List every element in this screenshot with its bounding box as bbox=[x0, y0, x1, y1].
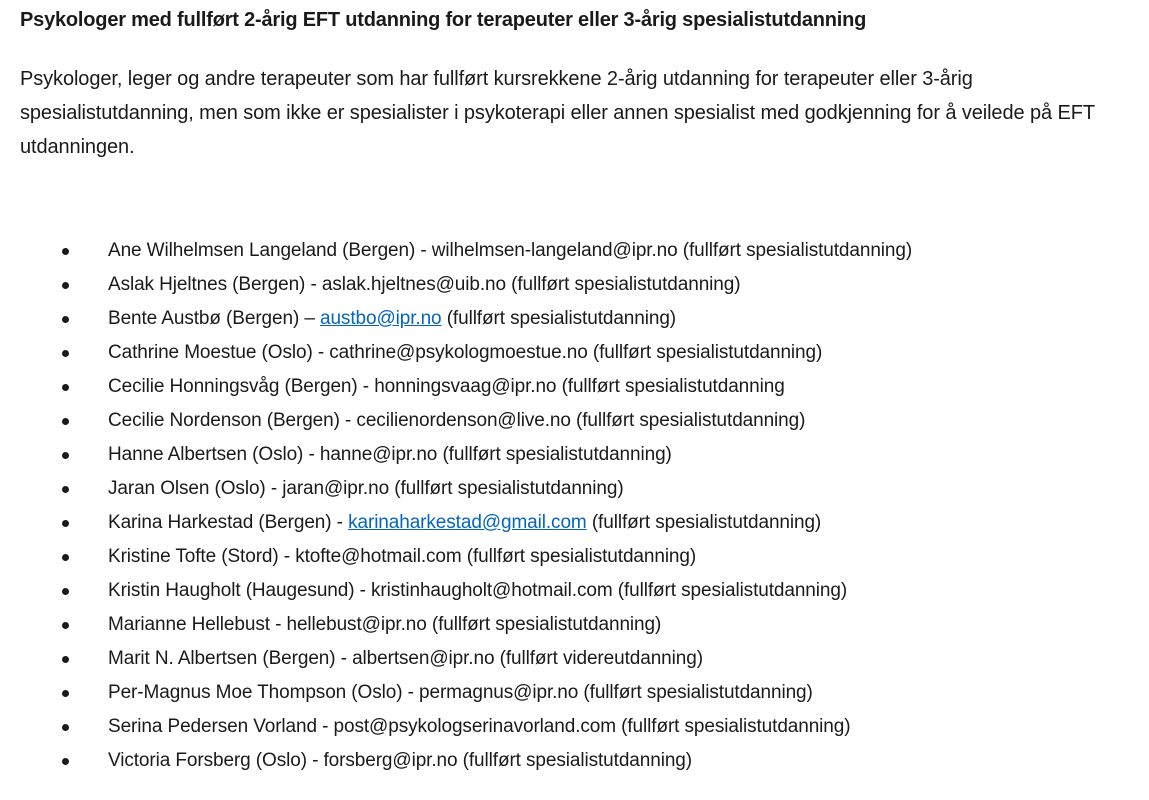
bullet-icon bbox=[62, 384, 69, 391]
entry-text: Karina Harkestad (Bergen) - bbox=[108, 512, 349, 533]
entry-text: Serina Pedersen Vorland - post@psykologserinavorland.com (fullført spesialistutdanning) bbox=[108, 716, 851, 737]
bullet-icon bbox=[62, 418, 69, 425]
list-item bbox=[20, 574, 1140, 608]
entry-text: Marit N. Albertsen (Bergen) - albertsen@ipr.no (fullført videreutdanning) bbox=[108, 648, 703, 669]
entry-status: (fullført spesialistutdanning) bbox=[586, 512, 822, 533]
entry-text: Jaran Olsen (Oslo) - jaran@ipr.no (fullført spesialistutdanning) bbox=[108, 478, 624, 499]
email-link[interactable]: karinaharkestad@gmail.com bbox=[348, 512, 587, 533]
list-item bbox=[20, 608, 1140, 642]
list-item bbox=[20, 370, 1140, 404]
bullet-icon bbox=[62, 316, 69, 323]
bullet-icon bbox=[62, 520, 69, 527]
entry-text: Cecilie Honningsvåg (Bergen) - honningsvaag@ipr.no (fullført spesialistutdanning bbox=[108, 376, 785, 397]
list-item bbox=[20, 540, 1140, 574]
entry-text: Cathrine Moestue (Oslo) - cathrine@psykologmoestue.no (fullført spesialistutdanning) bbox=[108, 342, 823, 363]
list-item bbox=[20, 710, 1140, 744]
entry-text: Marianne Hellebust - hellebust@ipr.no (fullført spesialistutdanning) bbox=[108, 614, 662, 635]
entry-text: Ane Wilhelmsen Langeland (Bergen) - wilhelmsen-langeland@ipr.no (fullført spesialistutdanning) bbox=[108, 240, 913, 261]
entry-text: Per-Magnus Moe Thompson (Oslo) - permagnus@ipr.no (fullført spesialistutdanning) bbox=[108, 682, 813, 703]
bullet-icon bbox=[62, 452, 69, 459]
entry-text: Kristin Haugholt (Haugesund) - kristinhaugholt@hotmail.com (fullført spesialistutdanning) bbox=[108, 580, 848, 601]
list-item bbox=[20, 676, 1140, 710]
bullet-icon bbox=[62, 690, 69, 697]
entry-text: Kristine Tofte (Stord) - ktofte@hotmail.com (fullført spesialistutdanning) bbox=[108, 546, 697, 567]
bullet-icon bbox=[62, 282, 69, 289]
list-item bbox=[20, 404, 1140, 438]
entry-text: Hanne Albertsen (Oslo) - hanne@ipr.no (fullført spesialistutdanning) bbox=[108, 444, 672, 465]
entry-text: Victoria Forsberg (Oslo) - forsberg@ipr.no (fullført spesialistutdanning) bbox=[108, 750, 692, 771]
list-item bbox=[20, 268, 1140, 302]
list-item bbox=[20, 472, 1140, 506]
bullet-icon bbox=[62, 622, 69, 629]
bullet-icon bbox=[62, 486, 69, 493]
list-item bbox=[20, 302, 1140, 336]
bullet-icon bbox=[62, 248, 69, 255]
bullet-icon bbox=[62, 554, 69, 561]
list-item bbox=[20, 506, 1140, 540]
page-title: Psykologer med fullført 2-årig EFT utdanning for terapeuter eller 3-årig spesialistutdanning bbox=[20, 9, 867, 31]
email-link[interactable]: austbo@ipr.no bbox=[320, 308, 442, 329]
entry-text: Aslak Hjeltnes (Bergen) - aslak.hjeltnes@uib.no (fullført spesialistutdanning) bbox=[108, 274, 741, 295]
list-item bbox=[20, 438, 1140, 472]
therapist-list bbox=[20, 234, 1140, 778]
bullet-icon bbox=[62, 588, 69, 595]
bullet-icon bbox=[62, 656, 69, 663]
entry-text: Bente Austbø (Bergen) – bbox=[108, 308, 320, 329]
document bbox=[20, 6, 1140, 778]
entry-status: (fullført spesialistutdanning) bbox=[441, 308, 677, 329]
list-item bbox=[20, 642, 1140, 676]
intro-paragraph: Psykologer, leger og andre terapeuter som har fullført kursrekkene 2-årig utdanning for terapeuter eller 3-årig spesialistutdanning, men som ikke er spesialister i psykoterapi eller annen spesialist med godkjenning for å veilede på EFT utdanningen. bbox=[20, 68, 1095, 158]
list-item bbox=[20, 234, 1140, 268]
list-item bbox=[20, 744, 1140, 778]
list-item bbox=[20, 336, 1140, 370]
bullet-icon bbox=[62, 724, 69, 731]
bullet-icon bbox=[62, 758, 69, 765]
entry-text: Cecilie Nordenson (Bergen) - cecilienordenson@live.no (fullført spesialistutdanning) bbox=[108, 410, 806, 431]
bullet-icon bbox=[62, 350, 69, 357]
